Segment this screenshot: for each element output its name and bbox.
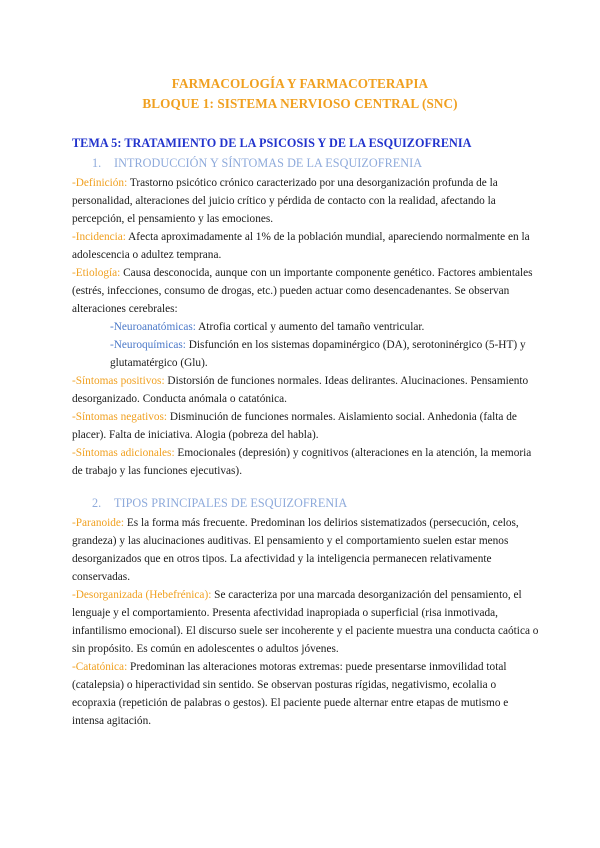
- definicion-term: -Definición:: [72, 177, 128, 189]
- etiologia-paragraph: [72, 264, 542, 318]
- section-2-heading: [92, 496, 347, 511]
- sintomas-positivos-paragraph: [72, 372, 542, 408]
- definicion-text: Trastorno psicótico crónico caracterizado por una desorganización profunda de la personalidad, alteraciones del juicio crítico y pérdida de contacto con la realidad, afectando la percepción, el pensamiento y las emociones.: [72, 177, 498, 225]
- etiologia-text: Causa desconocida, aunque con un importante componente genético. Factores ambientales (estrés, infecciones, consumo de drogas, etc.) pueden actuar como desencadenantes. Se observan alteraciones cerebrales:: [72, 267, 533, 315]
- block-title: BLOQUE 1: SISTEMA NERVIOSO CENTRAL (SNC): [142, 96, 458, 111]
- catatonica-paragraph: [72, 658, 542, 730]
- section-1-number: 1.: [92, 156, 102, 170]
- neuroquimicas-text: Disfunción en los sistemas dopaminérgico (DA), serotoninérgico (5-HT) y glutamatérgico (Glu).: [110, 339, 526, 369]
- course-title: FARMACOLOGÍA Y FARMACOTERAPIA: [171, 76, 429, 91]
- incidencia-paragraph: [72, 228, 542, 264]
- sintomas-negativos-text: Disminución de funciones normales. Aislamiento social. Anhedonia (falta de placer). Falta de iniciativa. Alogia (pobreza del habla).: [72, 411, 517, 441]
- sintomas-adicionales-paragraph: [72, 444, 542, 480]
- section-2-body: [72, 514, 542, 730]
- desorganizada-paragraph: [72, 586, 542, 658]
- paranoide-term: -Paranoide:: [72, 517, 125, 529]
- section-2-number: 2.: [92, 496, 102, 510]
- paranoide-text: Es la forma más frecuente. Predominan los delirios sistematizados (persecución, celos, grandeza) y las alucinaciones auditivas. El pensamiento y el comportamiento suelen estar menos desorganizados que en otros tipos. La afectividad y la inteligencia permanecen relativamente conservadas.: [72, 517, 519, 583]
- neuroquimicas-term: -Neuroquímicas:: [110, 339, 186, 351]
- section-1-body: [72, 174, 542, 480]
- incidencia-term: -Incidencia:: [72, 231, 126, 243]
- incidencia-text: Afecta aproximadamente al 1% de la población mundial, apareciendo normalmente en la adolescencia o adultez temprana.: [72, 231, 530, 261]
- topic-title: TEMA 5: TRATAMIENTO DE LA PSICOSIS Y DE LA ESQUIZOFRENIA: [72, 136, 472, 150]
- desorganizada-term: -Desorganizada (Hebefrénica):: [72, 589, 212, 601]
- section-2-title: TIPOS PRINCIPALES DE ESQUIZOFRENIA: [114, 496, 348, 510]
- neuroanatomicas-term: -Neuroanatómicas:: [110, 321, 196, 333]
- sintomas-positivos-term: -Síntomas positivos:: [72, 375, 165, 387]
- neuroanatomicas-text: Atrofia cortical y aumento del tamaño ventricular.: [195, 321, 425, 333]
- paranoide-paragraph: [72, 514, 542, 586]
- sintomas-adicionales-text: Emocionales (depresión) y cognitivos (alteraciones en la atención, la memoria de trabajo y las funciones ejecutivas).: [72, 447, 532, 477]
- definicion-paragraph: [72, 174, 542, 228]
- catatonica-text: Predominan las alteraciones motoras extremas: puede presentarse inmovilidad total (catalepsia) o hiperactividad sin sentido. Se observan posturas rígidas, negativismo, ecolalia o ecopraxia (repetición de palabras o gestos). El paciente puede alternar entre etapas de mutismo e intensa agitación.: [72, 661, 509, 727]
- sintomas-adicionales-term: -Síntomas adicionales:: [72, 447, 175, 459]
- section-1-title: INTRODUCCIÓN Y SÍNTOMAS DE LA ESQUIZOFRENIA: [114, 156, 423, 170]
- sintomas-negativos-term: -Síntomas negativos:: [72, 411, 168, 423]
- desorganizada-text: Se caracteriza por una marcada desorganización del pensamiento, el lenguaje y el comportamiento. Presenta afectividad inapropiada o superficial (risa inmotivada, infantilismo emocional). El discurso suele ser incoherente y el paciente muestra una conducta caótica o sin propósito. Es común en adolescentes o adultos jóvenes.: [72, 589, 539, 655]
- neuroanatomicas-paragraph: [72, 318, 542, 336]
- sintomas-negativos-paragraph: [72, 408, 542, 444]
- sintomas-positivos-text: Distorsión de funciones normales. Ideas delirantes. Alucinaciones. Pensamiento desorganizado. Conducta anómala o catatónica.: [72, 375, 529, 405]
- neuroquimicas-paragraph: [72, 336, 542, 372]
- section-1-heading: [92, 156, 422, 171]
- catatonica-term: -Catatónica:: [72, 661, 128, 673]
- etiologia-term: -Etiología:: [72, 267, 121, 279]
